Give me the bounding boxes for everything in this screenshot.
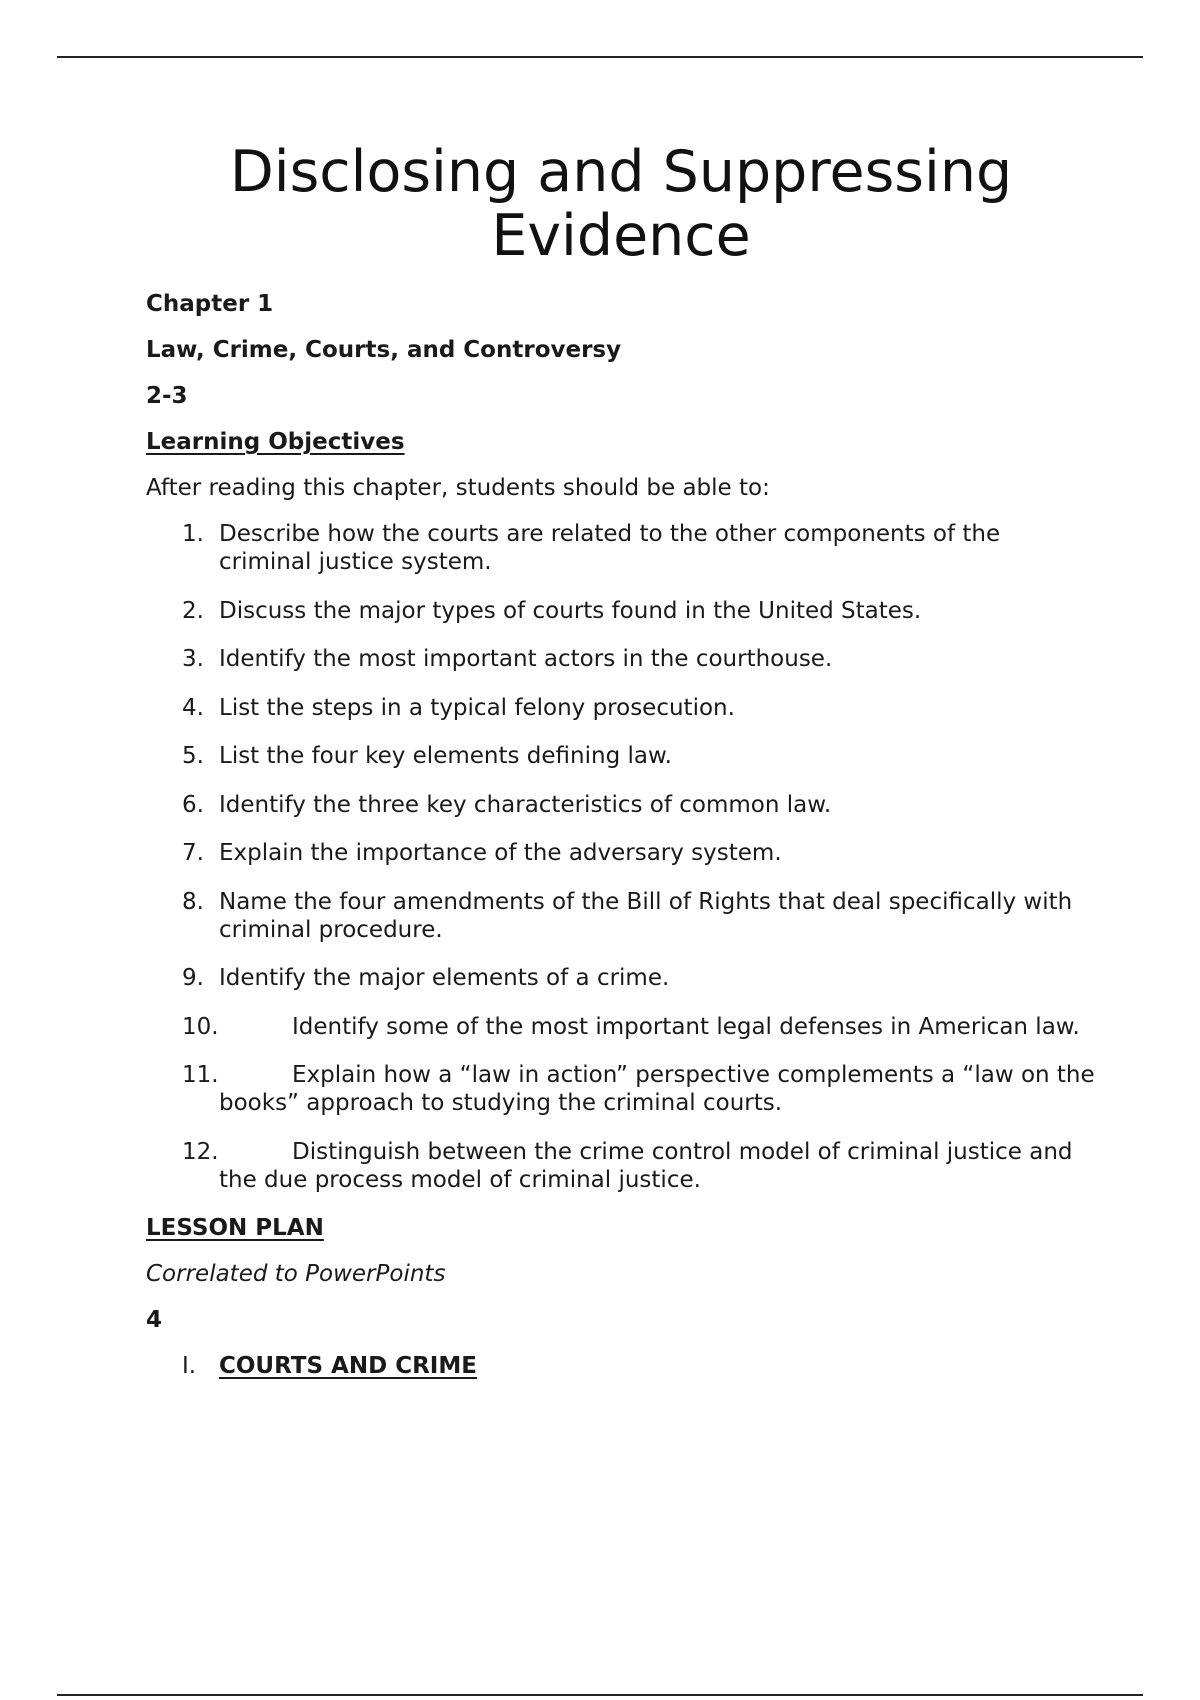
list-item-text: Describe how the courts are related to the other components of the criminal justice system.	[219, 521, 1001, 575]
lesson-plan-heading: LESSON PLAN	[146, 1215, 324, 1241]
list-item-number: 3.	[182, 646, 204, 672]
list-item	[146, 1138, 1096, 1194]
list-item-text: List the steps in a typical felony prosecution.	[219, 694, 735, 721]
section-number: I.	[182, 1353, 197, 1379]
section-title: COURTS AND CRIME	[219, 1353, 477, 1379]
page-title	[146, 140, 1096, 268]
list-item-text: Explain the importance of the adversary system.	[219, 840, 782, 866]
objectives-intro: After reading this chapter, students should be able to:	[146, 475, 770, 501]
slide-reference: 4	[146, 1307, 163, 1333]
chapter-label: Chapter 1	[146, 291, 274, 317]
chapter-title: Law, Crime, Courts, and Controversy	[146, 337, 622, 363]
title-line-2: Evidence	[491, 203, 751, 269]
list-item-text: Discuss the major types of courts found in the United States.	[219, 597, 922, 624]
correlated-note: Correlated to PowerPoints	[146, 1261, 446, 1287]
list-item-number: 2.	[182, 597, 204, 624]
list-item-text: Name the four amendments of the Bill of Rights that deal specifically with criminal procedure.	[219, 888, 1073, 943]
list-item-number: 4.	[182, 694, 204, 721]
outline-section	[146, 1352, 1096, 1380]
page-reference: 2-3	[146, 383, 188, 409]
list-item	[146, 964, 1096, 992]
list-item	[146, 791, 1096, 819]
list-item-number: 8.	[182, 888, 204, 915]
list-item	[146, 742, 1096, 770]
list-item-number: 10.	[182, 1013, 219, 1040]
list-item-text: Identify some of the most important legal defenses in American law.	[292, 1013, 1080, 1040]
list-item-number: 11.	[182, 1062, 219, 1088]
list-item-number: 6.	[182, 791, 204, 818]
list-item-text: Identify the major elements of a crime.	[219, 965, 670, 991]
page-content	[146, 140, 1096, 1380]
objectives-heading: Learning Objectives	[146, 429, 405, 455]
list-item	[146, 645, 1096, 673]
list-item-number: 5.	[182, 743, 204, 769]
list-item-text: Identify the three key characteristics of common law.	[219, 791, 832, 818]
list-item	[146, 839, 1096, 867]
list-item-number: 1.	[182, 521, 204, 547]
list-item	[146, 694, 1096, 722]
list-item	[146, 888, 1096, 944]
list-item	[146, 520, 1096, 576]
title-line-1: Disclosing and Suppressing	[229, 139, 1013, 205]
objectives-list	[146, 520, 1096, 1194]
list-item-number: 12.	[182, 1138, 219, 1165]
list-item	[146, 597, 1096, 625]
list-item	[146, 1013, 1096, 1041]
list-item-text: Identify the most important actors in the courthouse.	[219, 646, 833, 672]
top-rule	[57, 56, 1143, 58]
list-item-text: Explain how a “law in action” perspective complements a “law on the books” approach to studying the criminal courts.	[219, 1062, 1095, 1116]
list-item-number: 7.	[182, 840, 204, 866]
list-item-text: List the four key elements defining law.	[219, 743, 672, 769]
list-item-number: 9.	[182, 965, 204, 991]
list-item	[146, 1061, 1096, 1117]
list-item-text: Distinguish between the crime control model of criminal justice and the due process model of criminal justice.	[219, 1138, 1073, 1193]
bottom-rule	[57, 1694, 1143, 1696]
